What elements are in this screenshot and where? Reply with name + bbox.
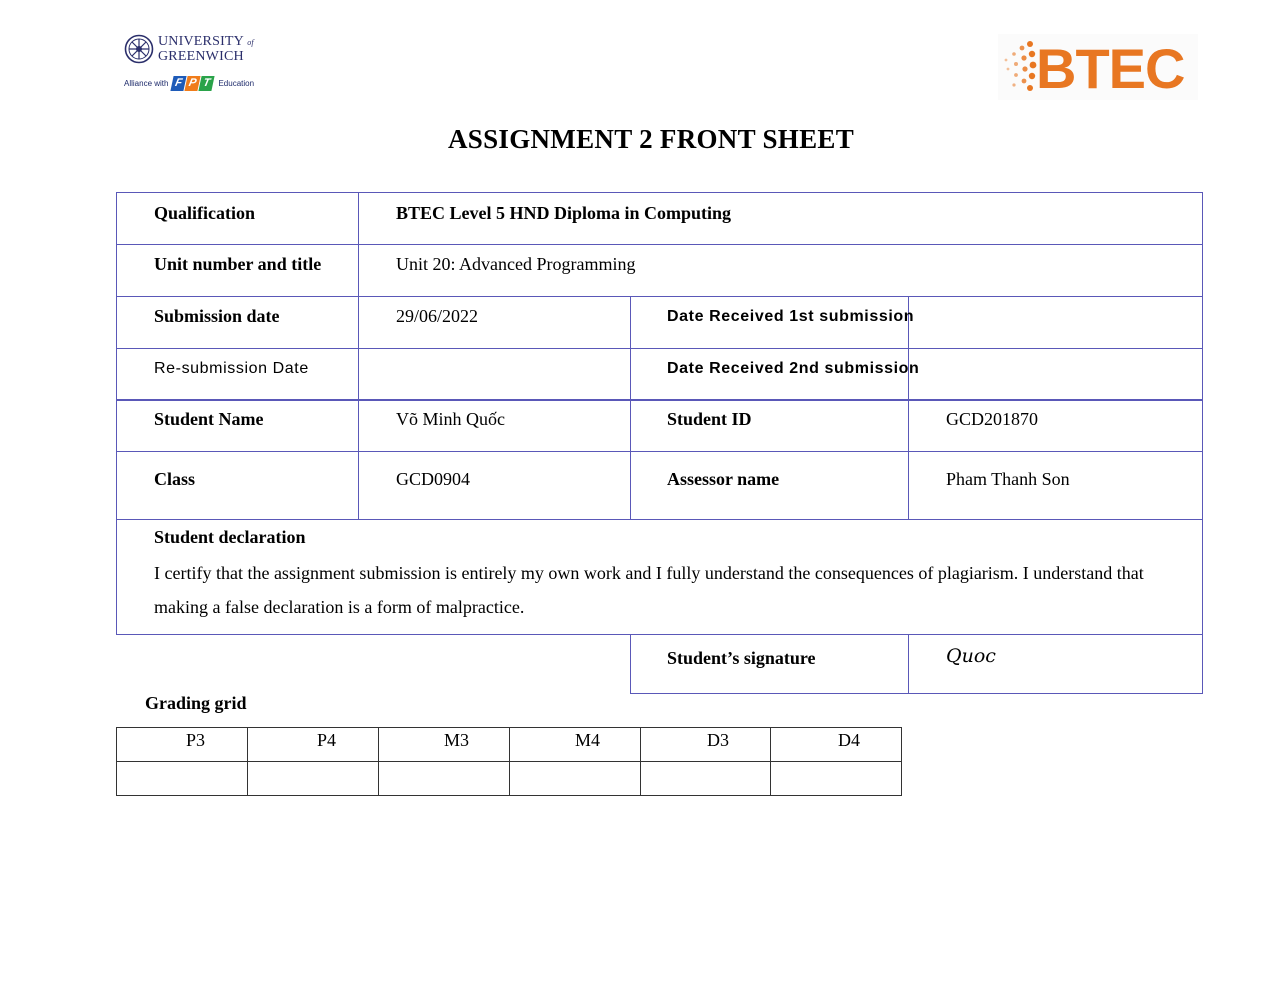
fpt-logo [172, 76, 214, 91]
class-label: Class [154, 469, 196, 489]
grade-header-d3: D3 [707, 730, 729, 750]
grade-value-cell[interactable] [378, 761, 510, 796]
alliance-text: Alliance with [124, 79, 169, 88]
grade-value-cell[interactable] [509, 761, 641, 796]
page-title: ASSIGNMENT 2 FRONT SHEET [447, 124, 855, 154]
class-value: GCD0904 [396, 469, 471, 489]
qualification-label: Qualification [154, 203, 256, 223]
qualification-value: BTEC Level 5 HND Diploma in Computing [396, 203, 732, 223]
grade-header-d4: D4 [838, 730, 860, 750]
fpt-letter: F [171, 76, 187, 91]
signature-label: Student’s signature [667, 648, 816, 668]
university-of: of [247, 37, 254, 47]
grade-header-p3: P3 [186, 730, 206, 750]
grade-value-cell[interactable] [640, 761, 771, 796]
education-text: Education [218, 79, 255, 88]
grade-value-cell[interactable] [770, 761, 902, 796]
resubmission-label: Re-submission Date [154, 360, 309, 377]
btec-logo [998, 34, 1198, 100]
student-name-value: Võ Minh Quốc [396, 409, 505, 429]
date-received-1-value-cell [908, 296, 1203, 349]
student-name-label: Student Name [154, 409, 264, 429]
grade-header-cell [116, 727, 248, 762]
date-received-2-value-cell [908, 348, 1203, 401]
university-line1: UNIVERSITY [158, 33, 244, 49]
student-id-value: GCD201870 [946, 409, 1039, 429]
student-signature: Quoc [946, 645, 996, 667]
grade-value-cell[interactable] [247, 761, 379, 796]
university-of-greenwich-logo [124, 34, 264, 106]
fpt-letter: P [185, 76, 201, 91]
university-seal-icon [124, 34, 154, 64]
unit-value: Unit 20: Advanced Programming [396, 254, 636, 274]
declaration-heading: Student declaration [154, 527, 306, 547]
submission-date-value: 29/06/2022 [396, 306, 479, 326]
fpt-letter: T [199, 76, 215, 91]
date-received-1-label: Date Received 1st submission [667, 308, 915, 325]
grade-value-cell[interactable] [116, 761, 248, 796]
grade-header-cell [640, 727, 771, 762]
resubmission-value-cell [358, 348, 631, 401]
grade-header-m4: M4 [575, 730, 601, 750]
grade-header-cell [770, 727, 902, 762]
assessor-label: Assessor name [667, 469, 780, 489]
submission-date-label: Submission date [154, 306, 280, 326]
assessor-value: Pham Thanh Son [946, 469, 1070, 489]
grade-header-cell [247, 727, 379, 762]
btec-wordmark: BTEC [1036, 37, 1185, 100]
unit-label: Unit number and title [154, 254, 322, 274]
university-line2: GREENWICH [158, 48, 244, 64]
declaration-text: I certify that the assignment submission is entirely my own work and I fully understand the consequences of plagiarism. I understand that making a false declaration is a form of malpractice. [154, 563, 1144, 617]
grading-grid-heading: Grading grid [145, 693, 247, 713]
date-received-2-label: Date Received 2nd submission [667, 360, 920, 377]
class-label-cell [116, 451, 359, 520]
grade-header-m3: M3 [444, 730, 470, 750]
grade-header-p4: P4 [317, 730, 337, 750]
student-id-label: Student ID [667, 409, 752, 429]
